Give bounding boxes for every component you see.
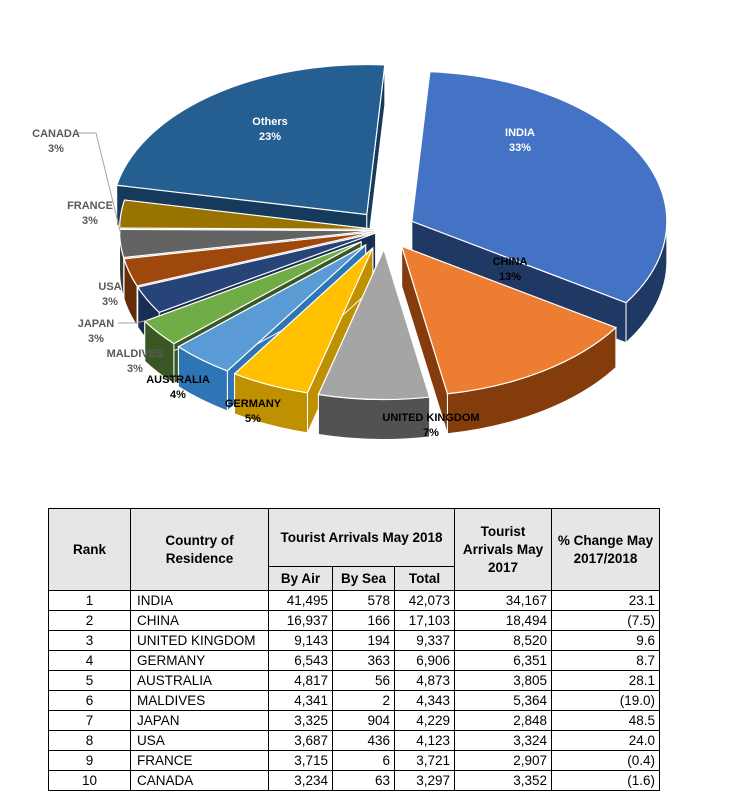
cell-by-air: 3,715 [269,751,333,771]
cell-rank: 5 [49,671,131,691]
slice-pct-india: 33% [508,142,532,154]
slice-pct-maldives: 3% [127,363,143,375]
cell-change: 28.1 [552,671,660,691]
slice-pct-china: 13% [498,271,522,283]
cell-rank: 9 [49,751,131,771]
cell-total: 9,337 [395,631,455,651]
slice-label-others: Others [252,116,288,128]
cell-by-sea: 436 [333,731,395,751]
cell-may-2017: 34,167 [455,591,552,611]
header-by-sea: By Sea [333,567,395,591]
cell-country: CHINA [131,611,269,631]
cell-by-sea: 194 [333,631,395,651]
cell-rank: 7 [49,711,131,731]
header-arrivals-2018: Tourist Arrivals May 2018 [269,509,455,567]
cell-total: 6,906 [395,651,455,671]
slice-label-india: INDIA [505,127,535,139]
slice-pct-others: 23% [258,131,282,143]
table-row [49,671,660,691]
slice-label-china: CHINA [492,256,528,268]
cell-country: AUSTRALIA [131,671,269,691]
cell-by-air: 3,325 [269,711,333,731]
cell-total: 4,229 [395,711,455,731]
cell-change: 8.7 [552,651,660,671]
cell-by-air: 9,143 [269,631,333,651]
cell-rank: 8 [49,731,131,751]
table-row [49,751,660,771]
cell-country: JAPAN [131,711,269,731]
cell-change: 23.1 [552,591,660,611]
slice-pct-germany: 5% [245,413,261,425]
cell-country: INDIA [131,591,269,611]
cell-by-sea: 6 [333,751,395,771]
cell-country: USA [131,731,269,751]
table-row [49,631,660,651]
cell-total: 3,721 [395,751,455,771]
header-arrivals-2017: Tourist Arrivals May 2017 [455,509,552,591]
cell-rank: 1 [49,591,131,611]
cell-total: 42,073 [395,591,455,611]
cell-rank: 2 [49,611,131,631]
cell-by-sea: 63 [333,771,395,791]
cell-may-2017: 8,520 [455,631,552,651]
table-row [49,691,660,711]
cell-total: 4,343 [395,691,455,711]
slice-pct-united-kingdom: 7% [423,427,439,439]
cell-country: CANADA [131,771,269,791]
cell-total: 4,123 [395,731,455,751]
table-row [49,591,660,611]
cell-may-2017: 3,324 [455,731,552,751]
table-row [49,611,660,631]
table-row [49,651,660,671]
header-by-air: By Air [269,567,333,591]
cell-by-air: 4,341 [269,691,333,711]
cell-by-sea: 2 [333,691,395,711]
slice-label-germany: GERMANY [224,398,282,410]
cell-by-sea: 166 [333,611,395,631]
slice-pct-australia: 4% [170,389,186,401]
cell-change: (19.0) [552,691,660,711]
cell-change: (7.5) [552,611,660,631]
cell-by-air: 3,234 [269,771,333,791]
cell-by-sea: 363 [333,651,395,671]
slice-label-canada: CANADA [32,128,80,140]
header-total: Total [395,567,455,591]
cell-by-sea: 578 [333,591,395,611]
table-body [49,591,660,791]
cell-total: 17,103 [395,611,455,631]
cell-by-sea: 56 [333,671,395,691]
table-row [49,771,660,791]
slice-label-united-kingdom: UNITED KINGDOM [382,412,480,424]
table-row [49,711,660,731]
pie-tops [117,64,667,399]
cell-by-air: 16,937 [269,611,333,631]
cell-by-sea: 904 [333,711,395,731]
slice-pct-canada: 3% [48,143,64,155]
cell-country: GERMANY [131,651,269,671]
arrivals-table [48,508,660,791]
cell-country: MALDIVES [131,691,269,711]
table-row [49,731,660,751]
slice-label-usa: USA [98,281,122,293]
cell-rank: 6 [49,691,131,711]
slice-label-maldives: MALDIVES [106,348,164,360]
header-country: Country of Residence [131,509,269,591]
cell-total: 4,873 [395,671,455,691]
slice-pct-usa: 3% [102,296,118,308]
slice-label-france: FRANCE [67,200,113,212]
cell-by-air: 6,543 [269,651,333,671]
slice-label-japan: JAPAN [77,318,115,330]
cell-country: FRANCE [131,751,269,771]
slice-pct-france: 3% [82,215,98,227]
cell-change: 9.6 [552,631,660,651]
cell-by-air: 4,817 [269,671,333,691]
cell-rank: 10 [49,771,131,791]
cell-change: 24.0 [552,731,660,751]
cell-rank: 4 [49,651,131,671]
cell-change: 48.5 [552,711,660,731]
cell-total: 3,297 [395,771,455,791]
cell-country: UNITED KINGDOM [131,631,269,651]
cell-may-2017: 2,907 [455,751,552,771]
cell-change: (1.6) [552,771,660,791]
slice-pct-japan: 3% [88,333,104,345]
cell-rank: 3 [49,631,131,651]
cell-change: (0.4) [552,751,660,771]
cell-may-2017: 18,494 [455,611,552,631]
slice-label-australia: AUSTRALIA [146,374,210,386]
cell-may-2017: 3,352 [455,771,552,791]
cell-by-air: 41,495 [269,591,333,611]
cell-may-2017: 5,364 [455,691,552,711]
header-rank: Rank [49,509,131,591]
cell-may-2017: 3,805 [455,671,552,691]
cell-by-air: 3,687 [269,731,333,751]
cell-may-2017: 6,351 [455,651,552,671]
header-change: % Change May 2017/2018 [552,509,660,591]
cell-may-2017: 2,848 [455,711,552,731]
